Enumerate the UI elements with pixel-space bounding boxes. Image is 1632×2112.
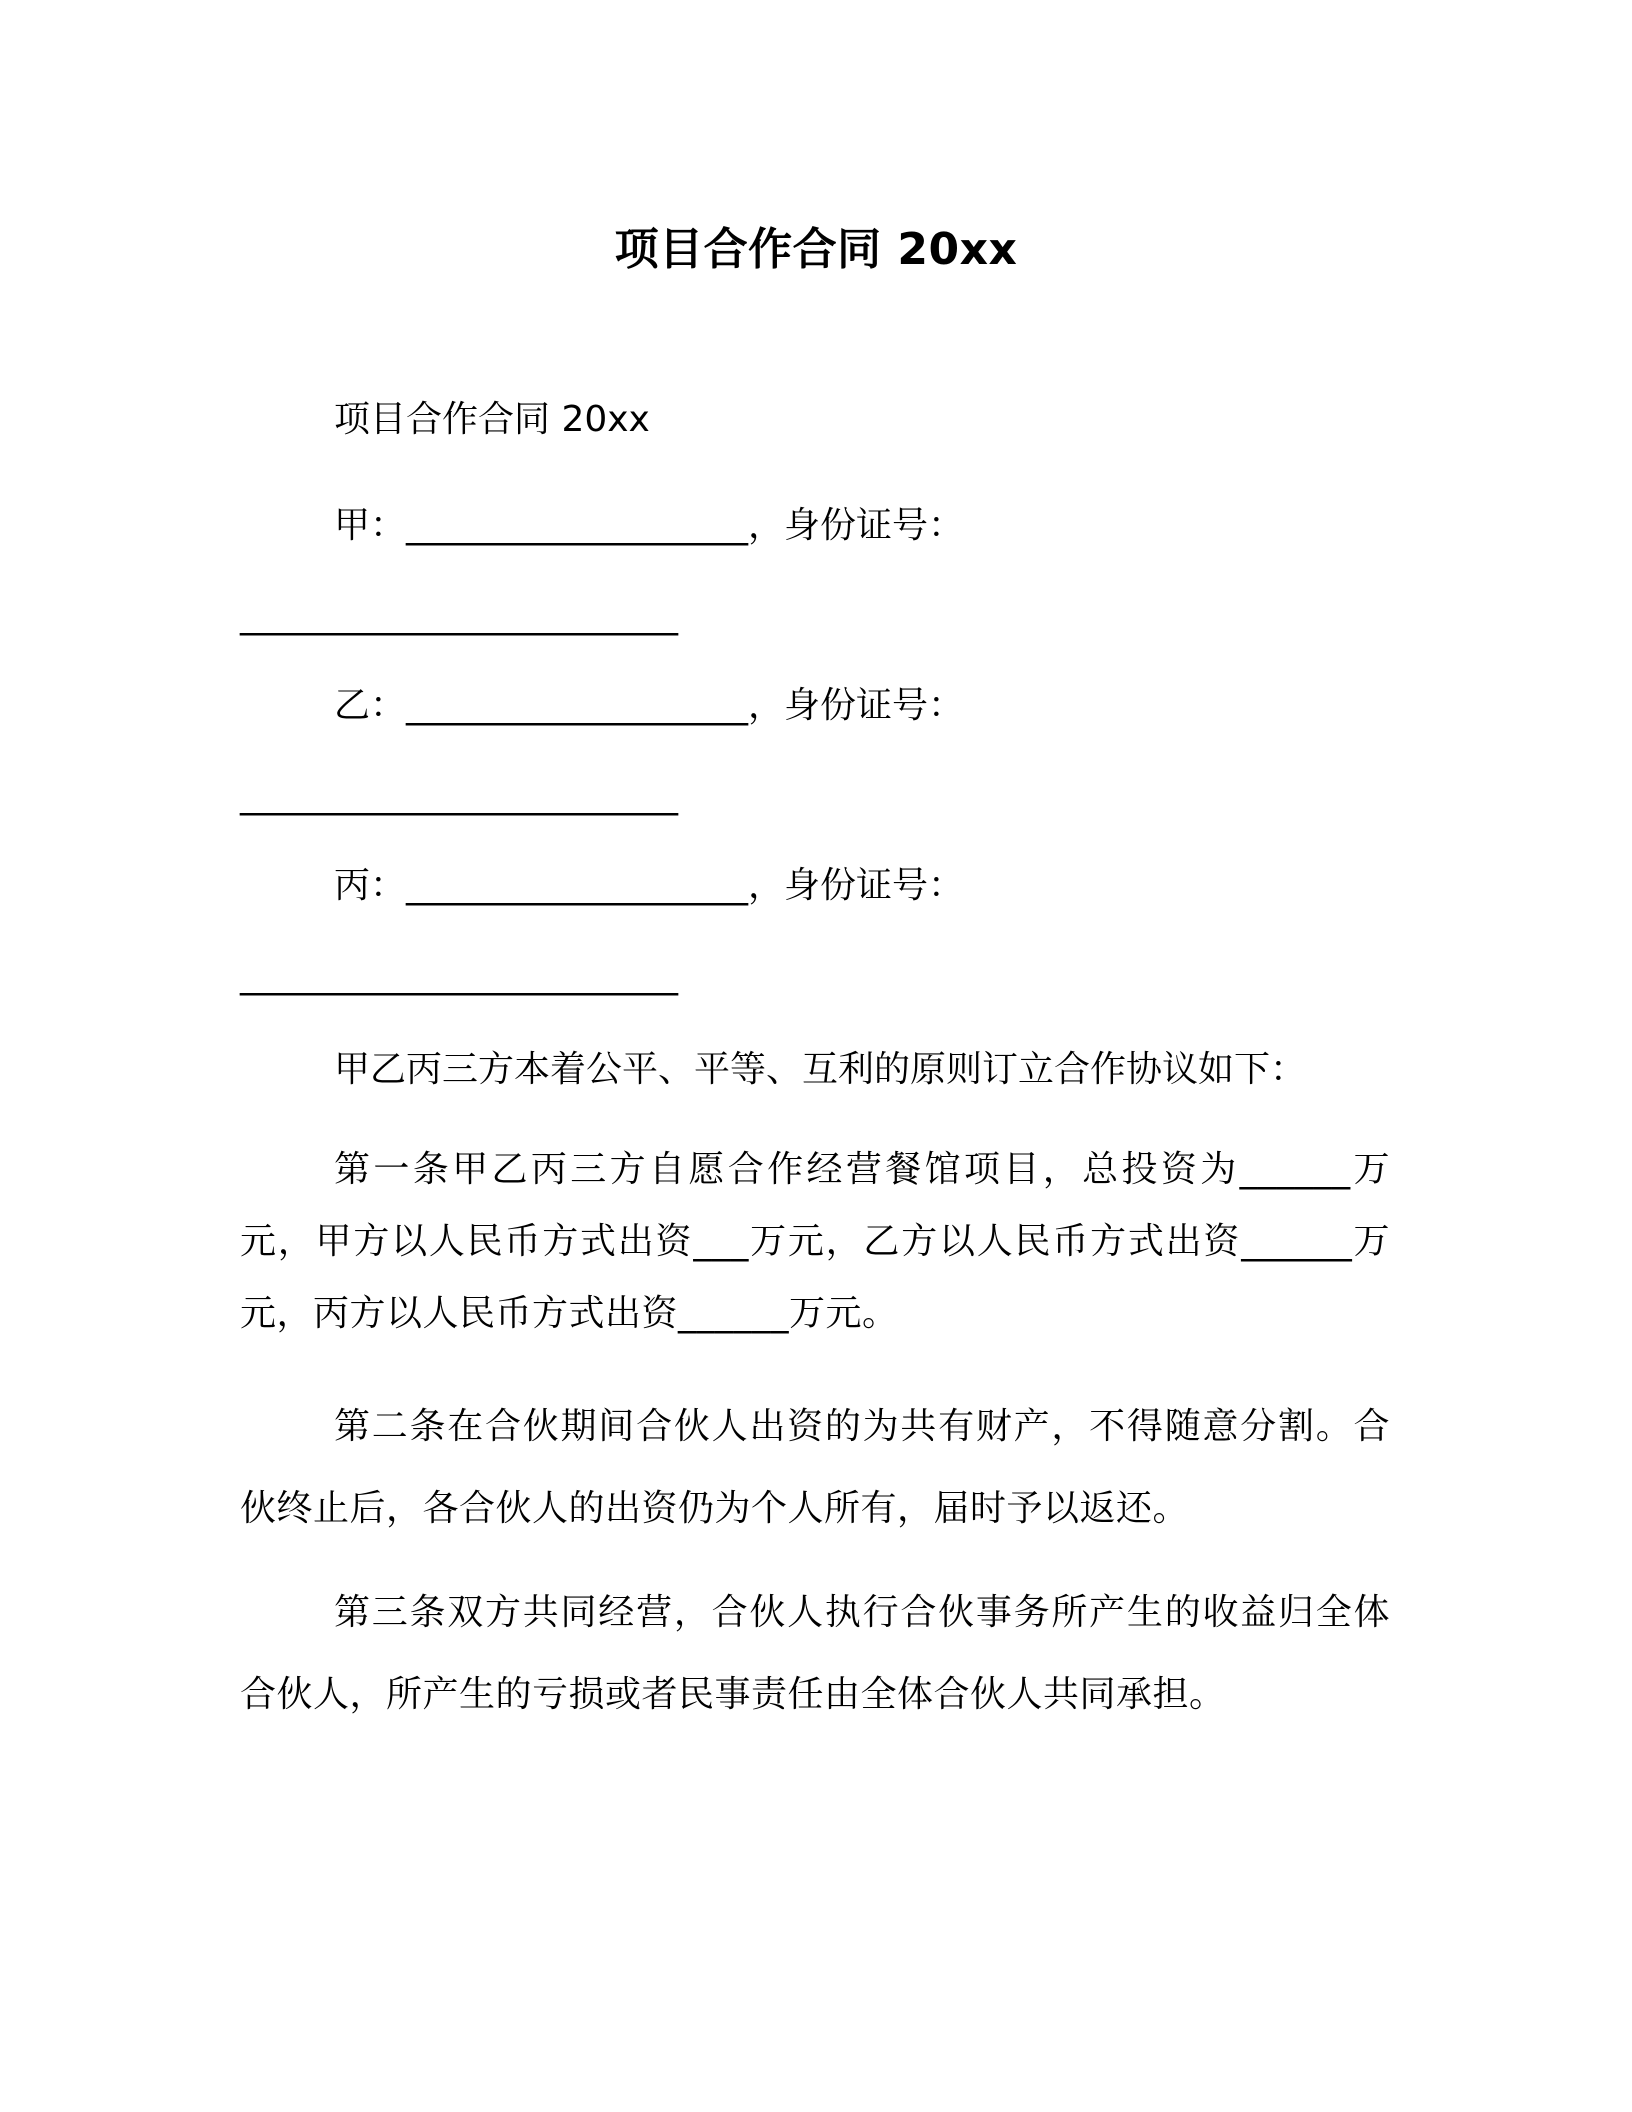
party-c-id-blank: _________________________ bbox=[240, 955, 678, 996]
article-1: 第一条甲乙丙三方自愿合作经营餐馆项目，总投资为______万元，甲方以人民币方式出资___万元，乙方以人民币方式出资______万元，丙方以人民币方式出资______万元。 bbox=[240, 1149, 1390, 1334]
party-a-line: 甲：___________________，身份证号： bbox=[334, 505, 965, 546]
party-b-id-blank: _________________________ bbox=[240, 775, 678, 816]
party-c-line: 丙：___________________，身份证号： bbox=[334, 865, 965, 906]
document-title: 项目合作合同 20xx bbox=[614, 224, 1018, 275]
article-2: 第二条在合伙期间合伙人出资的为共有财产，不得随意分割。合伙终止后，各合伙人的出资仍为个人所有，届时予以返还。 bbox=[240, 1406, 1390, 1529]
preamble-text: 甲乙丙三方本着公平、平等、互利的原则订立合作协议如下： bbox=[334, 1049, 1307, 1090]
document-subtitle: 项目合作合同 20xx bbox=[334, 399, 650, 440]
party-a-id-blank: _________________________ bbox=[240, 595, 678, 636]
article-3: 第三条双方共同经营，合伙人执行合伙事务所产生的收益归全体合伙人，所产生的亏损或者民事责任由全体合伙人共同承担。 bbox=[240, 1592, 1390, 1715]
party-b-line: 乙：___________________，身份证号： bbox=[334, 685, 965, 726]
